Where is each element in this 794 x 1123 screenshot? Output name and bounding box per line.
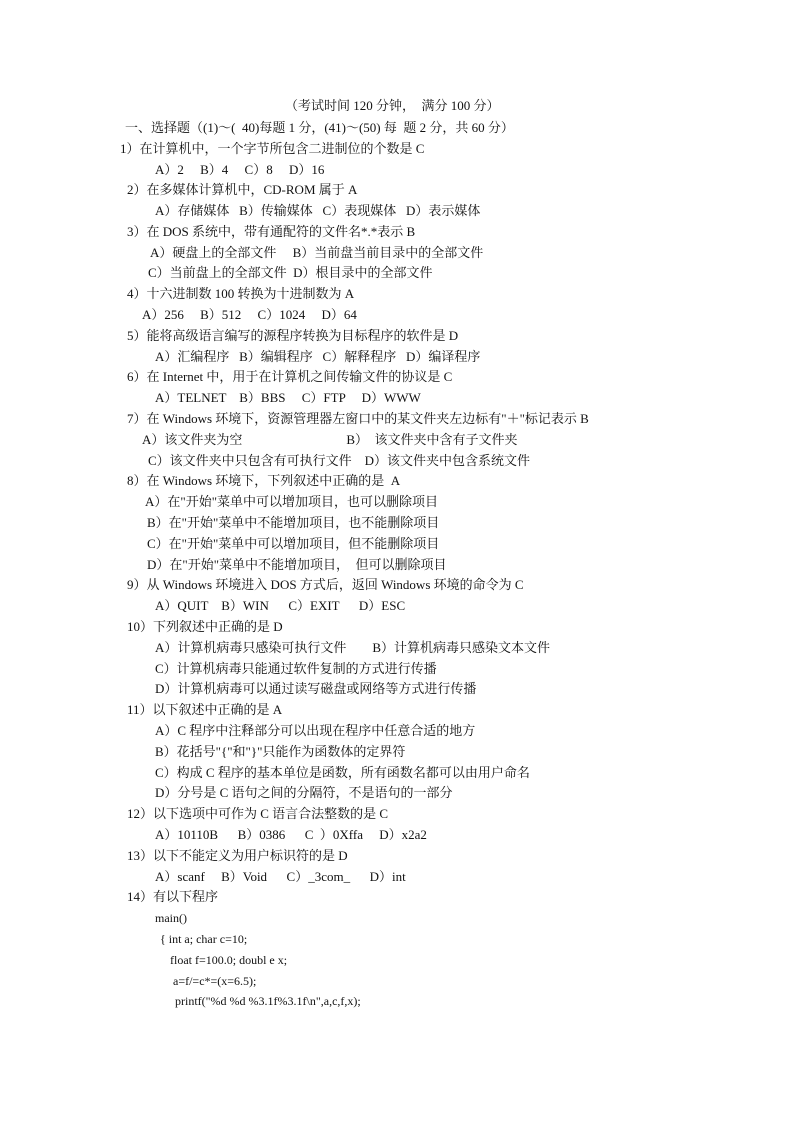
question-line: 14）有以下程序 [127,889,219,904]
option-line: A）TELNET B）BBS C）FTP D）WWW [155,390,421,405]
option-line: C）当前盘上的全部文件 D）根目录中的全部文件 [148,265,433,280]
question-line: 3）在 DOS 系统中，带有通配符的文件名*.*表示 B [127,224,416,239]
code-line: a=f/=c*=(x=6.5); [173,974,257,988]
question-line: 9）从 Windows 环境进入 DOS 方式后，返回 Windows 环境的命令为 C [127,577,524,592]
question-line: 6）在 Internet 中，用于在计算机之间传输文件的协议是 C [127,369,453,384]
option-line: A）计算机病毒只感染可执行文件 B）计算机病毒只感染文本文件 [155,640,551,655]
option-line: C）在"开始"菜单中可以增加项目，但不能删除项目 [147,536,440,551]
option-line: C）计算机病毒只能通过软件复制的方式进行传播 [155,661,437,676]
option-line: D）计算机病毒可以通过读写磁盘或网络等方式进行传播 [155,681,477,696]
question-line: 10）下列叙述中正确的是 D [127,619,283,634]
option-line: A）在"开始"菜单中可以增加项目，也可以删除项目 [145,494,439,509]
code-line: printf("%d %d %3.1f%3.1f\n",a,c,f,x); [175,994,361,1008]
option-line: B）花括号"{"和"}"只能作为函数体的定界符 [155,744,406,759]
option-line: C）构成 C 程序的基本单位是函数，所有函数名都可以由用户命名 [155,765,530,780]
question-line: 2）在多媒体计算机中，CD-ROM 属于 A [127,182,358,197]
question-line: 12）以下选项中可作为 C 语言合法整数的是 C [127,806,389,821]
option-line: A）2 B）4 C）8 D）16 [155,162,325,177]
question-line: 4）十六进制数 100 转换为十进制数为 A [127,286,355,301]
question-line: 1）在计算机中，一个字节所包含二进制位的个数是 C [120,141,425,156]
question-line: 5）能将高级语言编写的源程序转换为目标程序的软件是 D [127,328,459,343]
option-line: A）C 程序中注释部分可以出现在程序中任意合适的地方 [155,723,476,738]
option-line: A）QUIT B）WIN C）EXIT D）ESC [155,598,406,613]
option-line: A）256 B）512 C）1024 D）64 [142,307,357,322]
question-line: 8）在 Windows 环境下，下列叙述中正确的是 A [127,473,401,488]
exam-header: （考试时间 120 分钟， 满分 100 分） [285,98,500,113]
question-line: 7）在 Windows 环境下，资源管理器左窗口中的某文件夹左边标有"＋"标记表示 B [127,411,589,426]
option-line: B）在"开始"菜单中不能增加项目，也不能删除项目 [147,515,440,530]
code-line: float f=100.0; doubl e x; [170,953,288,967]
option-line: A）该文件夹为空 B） 该文件夹中含有子文件夹 [142,432,518,447]
code-line: { int a; char c=10; [160,932,248,946]
code-line: main() [155,911,187,925]
option-line: A）10110B B）0386 C ）0Xffa D）x2a2 [155,827,427,842]
option-line: A）硬盘上的全部文件 B）当前盘当前目录中的全部文件 [150,245,484,260]
question-line: 11）以下叙述中正确的是 A [127,702,283,717]
option-line: A）汇编程序 B）编辑程序 C）解释程序 D）编译程序 [155,349,481,364]
question-line: 13）以下不能定义为用户标识符的是 D [127,848,348,863]
option-line: A）scanf B）Void C）_3com_ D）int [155,869,406,884]
option-line: D）分号是 C 语句之间的分隔符，不是语句的一部分 [155,785,453,800]
option-line: A）存储媒体 B）传输媒体 C）表现媒体 D）表示媒体 [155,203,481,218]
option-line: D）在"开始"菜单中不能增加项目， 但可以删除项目 [147,557,447,572]
section-title: 一、选择题（(1)～( 40)每题 1 分，(41)～(50) 每 题 2 分，共 60 分） [125,120,514,135]
option-line: C）该文件夹中只包含有可执行文件 D）该文件夹中包含系统文件 [148,453,531,468]
